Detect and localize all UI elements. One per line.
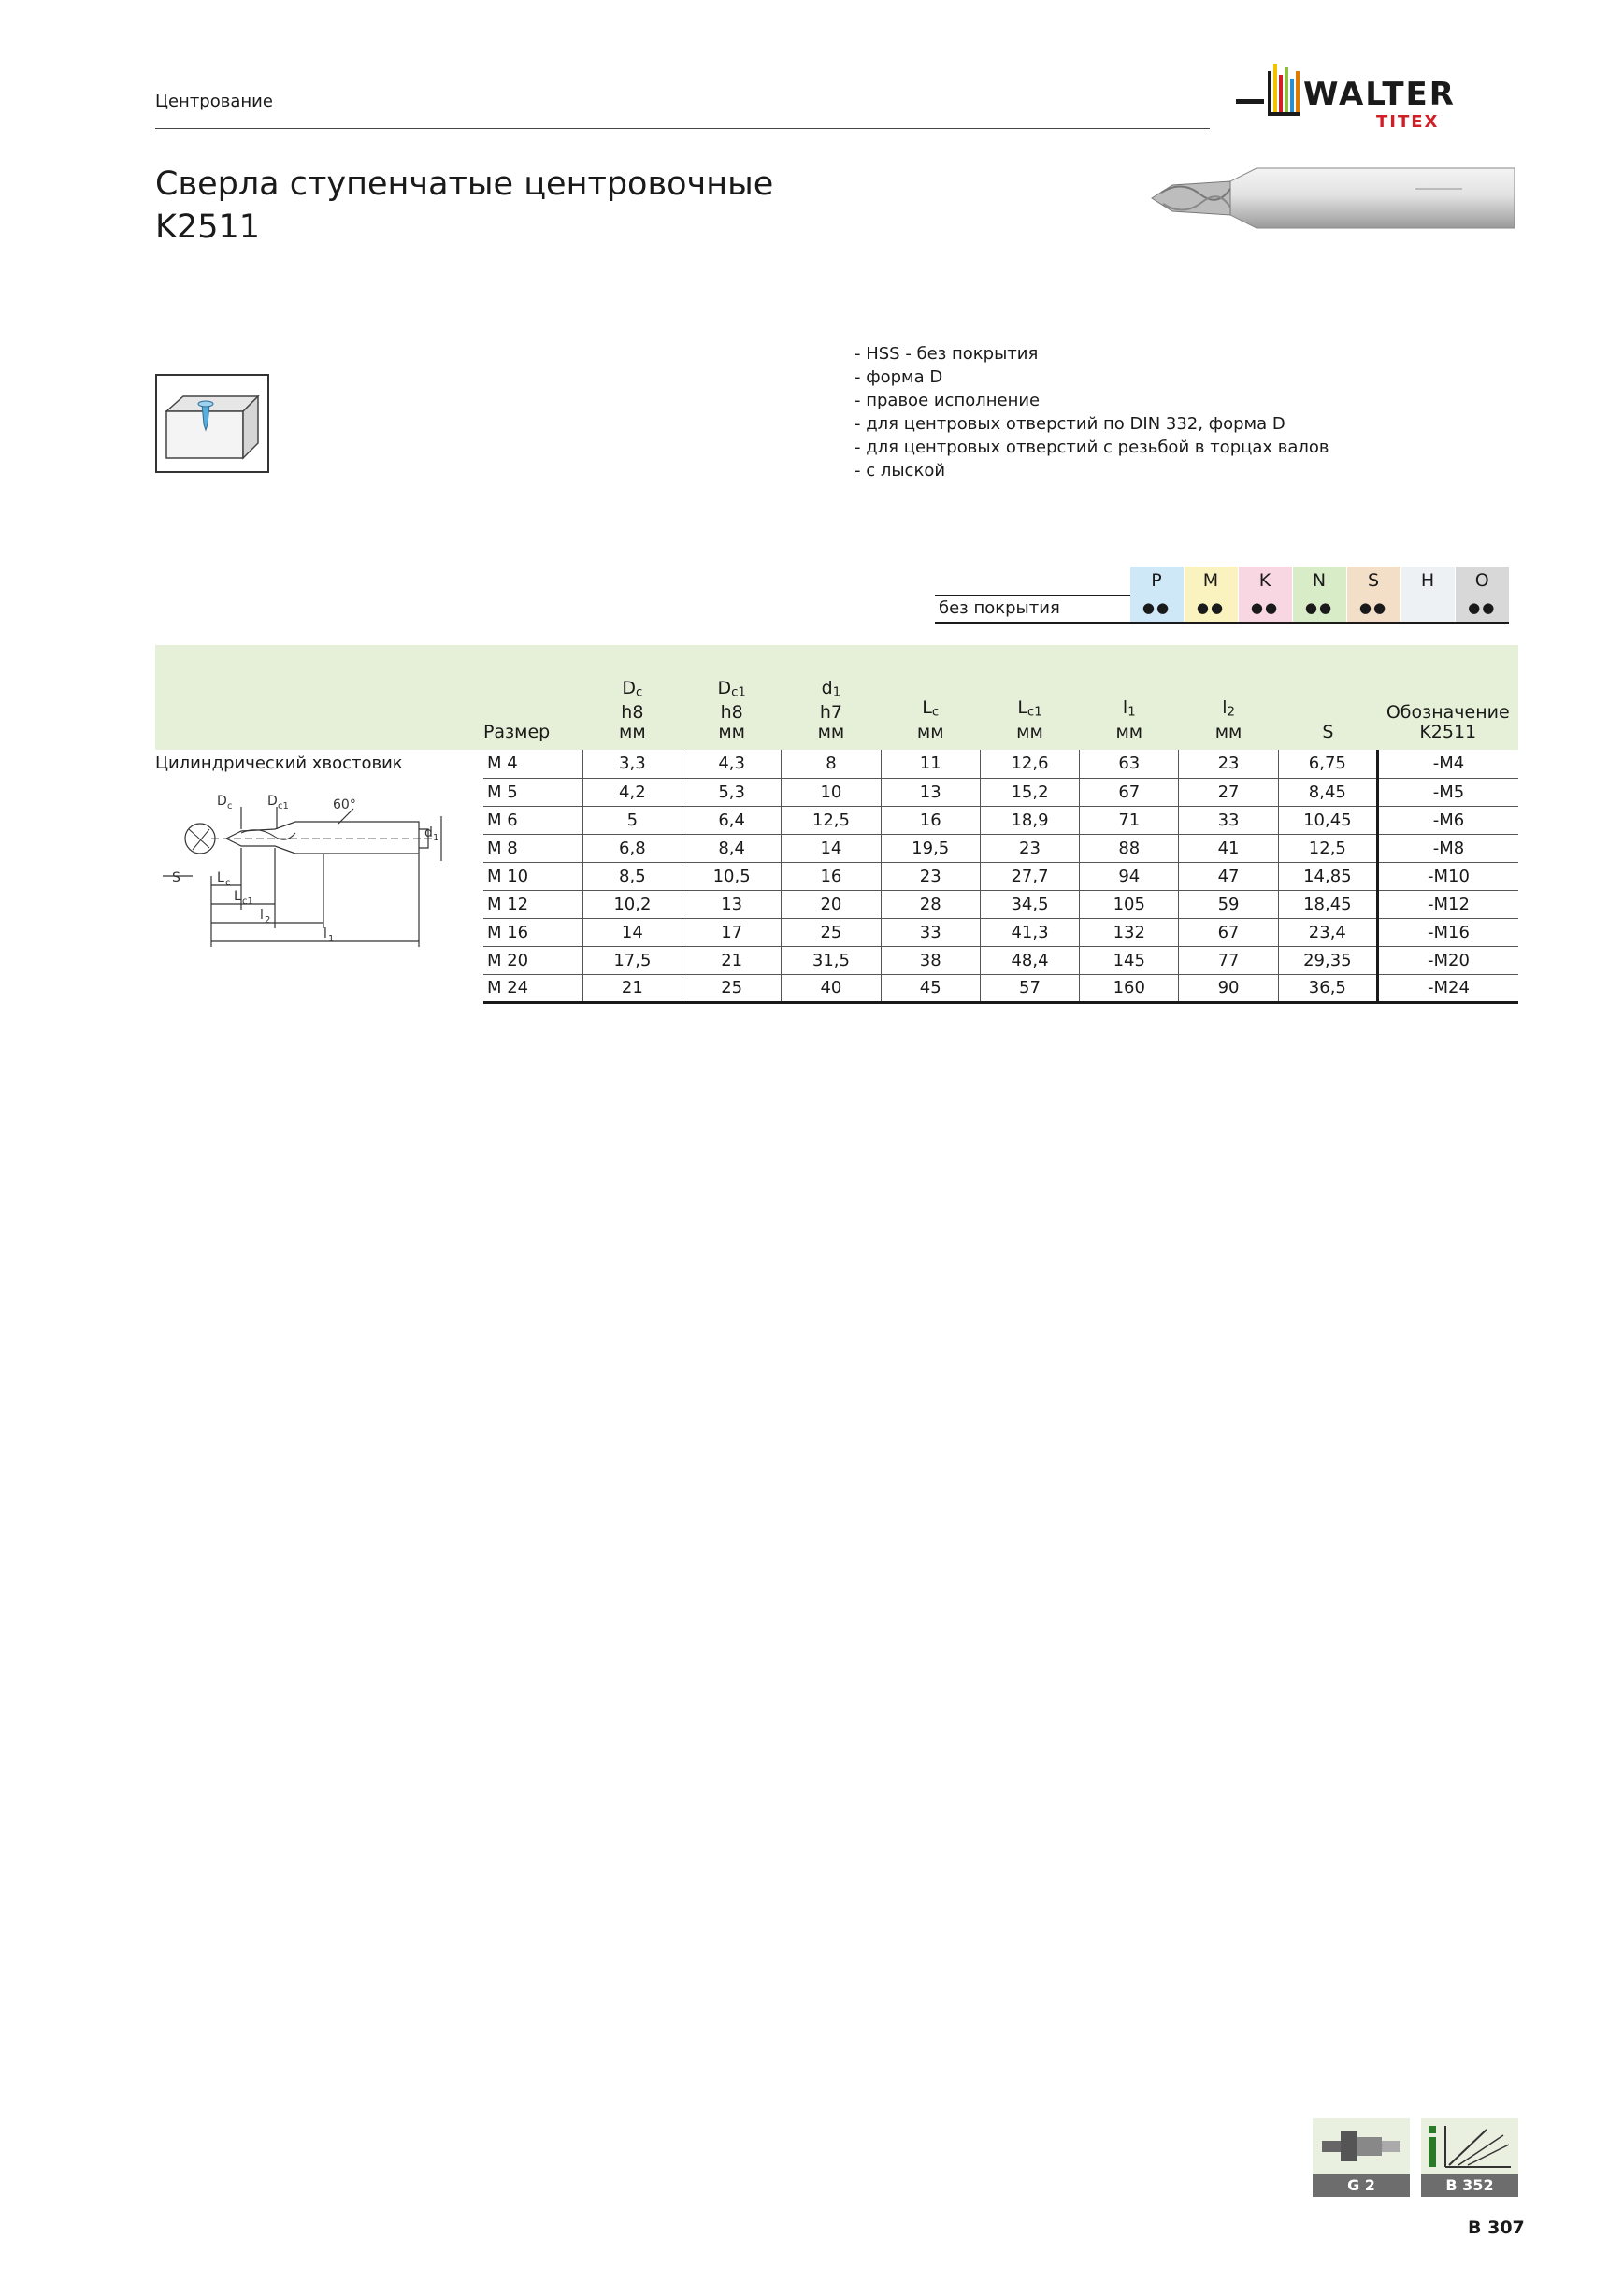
top-divider — [155, 128, 1210, 129]
material-group-m: M — [1184, 567, 1238, 595]
svg-text:l: l — [260, 908, 264, 923]
feature-item: - для центровых отверстий с резьбой в торцах валов — [855, 438, 1329, 457]
col-l1: $l_1$ мм — [1115, 697, 1143, 742]
page-title — [155, 163, 773, 249]
svg-text:1: 1 — [328, 934, 335, 944]
col-dc: $D_c$ h8 мм — [619, 678, 646, 742]
material-group-p: P — [1129, 567, 1184, 595]
svg-text:c: c — [227, 801, 233, 811]
rating-m: ●● — [1184, 595, 1238, 623]
table-row: M 24 21 25 40 45 57 160 90 36,5 -M24 — [155, 974, 1518, 1002]
table-row: M 6 5 6,4 12,5 16 18,9 71 33 10,45 -M6 — [155, 806, 1518, 834]
col-s: S — [1322, 722, 1334, 742]
walter-titex-logo — [1236, 62, 1516, 136]
material-group-s: S — [1346, 567, 1400, 595]
info-chart-icon — [1421, 2118, 1518, 2174]
rating-o: ●● — [1455, 595, 1509, 623]
col-dc1: $D_{c1}$ h8 мм — [717, 678, 746, 742]
logo-subtext: TITEX — [1376, 112, 1440, 132]
svg-text:D: D — [267, 794, 278, 809]
svg-text:l: l — [323, 926, 327, 941]
reference-g2[interactable] — [1313, 2118, 1410, 2197]
table-row: M 20 17,5 21 31,5 38 48,4 145 77 29,35 -M20 — [155, 946, 1518, 974]
drill-dimension-drawing — [155, 788, 464, 994]
svg-text:1: 1 — [433, 833, 439, 843]
material-group-n: N — [1292, 567, 1346, 595]
reference-code: B 352 — [1421, 2174, 1518, 2197]
rating-p: ●● — [1129, 595, 1184, 623]
col-lc: $L_c$ мм — [916, 697, 944, 742]
col-d1: $d_1$ h7 мм — [817, 678, 845, 742]
coating-label: без покрытия — [935, 595, 1129, 623]
material-group-h: H — [1400, 567, 1455, 595]
svg-text:d: d — [424, 825, 433, 840]
logo-text: WALTER — [1303, 76, 1456, 113]
rating-n: ●● — [1292, 595, 1346, 623]
reference-code: G 2 — [1313, 2174, 1410, 2197]
tool-holder-icon — [1313, 2118, 1410, 2174]
drill-product-image — [1144, 161, 1515, 234]
material-group-header-row — [935, 567, 1509, 595]
table-row: M 16 14 17 25 33 41,3 132 67 23,4 -M16 — [155, 918, 1518, 946]
feature-item: - правое исполнение — [855, 391, 1041, 410]
table-row: Цилиндрический хвостовик D c D c1 60° d 1 S L c L c1 l 2 l 1 M 4 3,3 4,3 8 11 12,6 63 23 6,75 -M4 — [155, 750, 1518, 778]
col-lc1: $L_{c1}$ мм — [1016, 697, 1043, 742]
col-designation: Обозначение K2511 — [1386, 702, 1510, 742]
table-header-row — [155, 645, 1518, 750]
material-group-k: K — [1238, 567, 1292, 595]
svg-text:c1: c1 — [278, 801, 289, 811]
table-row: M 8 6,8 8,4 14 19,5 23 88 41 12,5 -M8 — [155, 834, 1518, 862]
material-rating-row — [935, 595, 1509, 623]
angle-label: 60° — [333, 797, 356, 812]
table-row: M 12 10,2 13 20 28 34,5 105 59 18,45 -M12 — [155, 890, 1518, 918]
col-size: Размер — [482, 722, 551, 742]
feature-list — [855, 342, 1329, 482]
rating-s: ●● — [1346, 595, 1400, 623]
feature-item: - для центровых отверстий по DIN 332, форма D — [855, 414, 1285, 434]
material-group-o: O — [1455, 567, 1509, 595]
svg-text:c: c — [225, 878, 231, 888]
title-line-1: Сверла ступенчатые центровочные — [155, 165, 774, 203]
shank-type-label: Цилиндрический хвостовик — [155, 753, 403, 773]
reference-b352[interactable] — [1421, 2118, 1518, 2197]
table-row: M 5 4,2 5,3 10 13 15,2 67 27 8,45 -M5 — [155, 778, 1518, 806]
svg-text:L: L — [217, 870, 224, 885]
rating-k: ●● — [1238, 595, 1292, 623]
workpiece-icon — [157, 376, 267, 471]
svg-text:L: L — [234, 889, 241, 904]
col-l2: $l_2$ мм — [1214, 697, 1242, 742]
svg-text:S: S — [172, 870, 180, 885]
svg-text:c1: c1 — [242, 897, 253, 907]
rating-h — [1400, 595, 1455, 623]
dimension-table — [155, 645, 1518, 1004]
title-line-2: K2511 — [155, 208, 261, 246]
feature-item: - HSS - без покрытия — [855, 344, 1039, 364]
feature-item: - форма D — [855, 367, 943, 387]
shank-cell — [155, 750, 483, 1002]
page-number: B 307 — [1468, 2217, 1525, 2238]
material-group-table — [935, 567, 1509, 624]
svg-text:D: D — [217, 794, 227, 809]
table-row: M 10 8,5 10,5 16 23 27,7 94 47 14,85 -M10 — [155, 862, 1518, 890]
center-drill-application-icon — [155, 374, 269, 473]
section-label: Центрование — [155, 92, 273, 111]
feature-item: - с лыской — [855, 461, 946, 481]
svg-text:2: 2 — [265, 915, 271, 926]
